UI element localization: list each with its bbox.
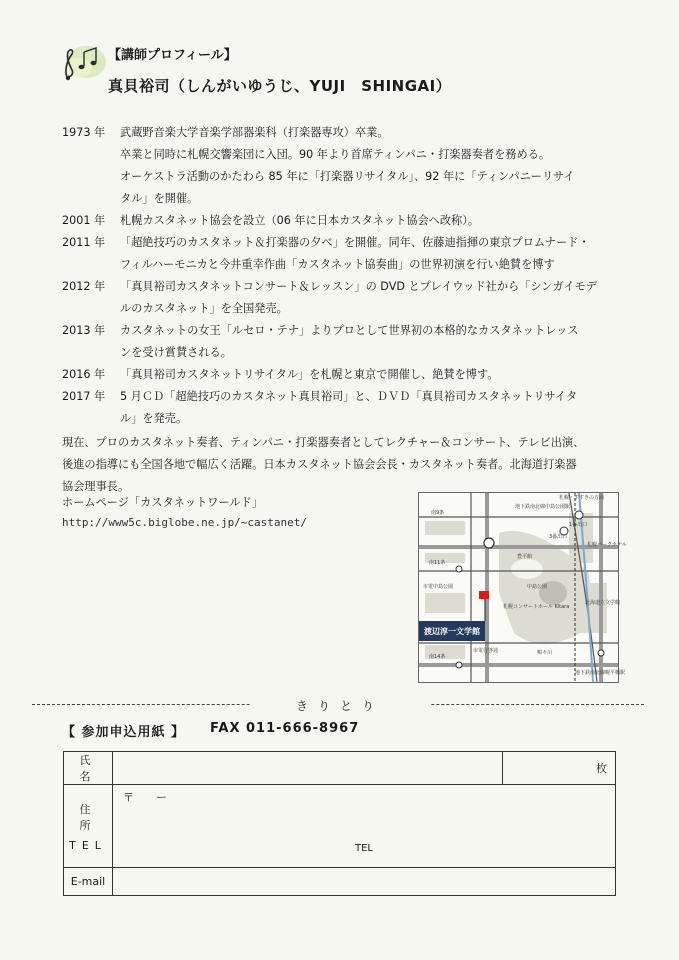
timeline-year: 2016 年 (62, 368, 106, 381)
homepage-link[interactable]: http://www5c.biglobe.ne.jp/~castanet/ (62, 516, 308, 529)
profile-header: 【講師プロフィール】 (108, 48, 237, 63)
timeline-text (120, 320, 622, 364)
map-label: 市電中島公園 (423, 584, 454, 590)
timeline-year: 2012 年 (62, 280, 106, 293)
map-label: 市電行啓通 (473, 648, 499, 654)
postal-mark: 〒 ー (123, 791, 167, 804)
timeline-line: ルのカスタネット」を全国発売。 (120, 302, 288, 315)
name-label: 氏 名 (64, 752, 113, 785)
timeline-line: 「超絶技巧のカスタネット＆打楽器の夕べ」を開催。同年、佐藤迪指揮の東京プロムナード・ (120, 236, 590, 249)
map-label: 南14条 (429, 654, 446, 660)
map-location-marker (479, 591, 489, 599)
bio-line: 協会理事長。 (62, 480, 130, 493)
timeline-entry (62, 364, 622, 386)
timeline-text (120, 210, 622, 232)
map-label: 地下鉄南北線幌平橋駅 (575, 670, 626, 676)
timeline-entry (62, 210, 622, 232)
access-map (418, 492, 627, 683)
homepage-label: ホームページ「カスタネットワールド」 (62, 496, 263, 509)
form-row-address (64, 785, 616, 868)
form-row-email (64, 868, 616, 896)
fax-number: FAX 011-666-8967 (210, 721, 360, 736)
ticket-count-cell[interactable] (503, 752, 616, 785)
map-label: 北海道立文学館 (585, 600, 621, 606)
destination-badge: 渡辺淳一文学館 (419, 621, 485, 641)
map-label: 地下鉄南北線中島公園駅 (515, 504, 571, 510)
timeline-line: 「真貝裕司カスタネットリサイタル」を札幌と東京で開催し、絶賛を博す。 (120, 368, 499, 381)
timeline-year: 2011 年 (62, 236, 106, 249)
map-label: 豊平館 (517, 554, 533, 560)
address-label-cell (64, 785, 113, 868)
lecturer-name: 真貝裕司（しんがいゆうじ、YUJI SHINGAI） (108, 77, 452, 95)
timeline-entry (62, 276, 622, 320)
cut-label: きりとり (250, 697, 430, 714)
timeline-entry (62, 386, 622, 430)
bio-line: 後進の指導にも全国各地で幅広く活躍。日本カスタネット協会会長・カスタネット奏者。北海道打楽器 (62, 458, 577, 471)
map-label: 札幌コンサートホール Kitara (503, 604, 570, 610)
timeline-text (120, 232, 622, 276)
map-label: 札幌・すすきの方面 (559, 495, 605, 501)
timeline-line: 5 月ＣＤ「超絶技巧のカスタネット真貝裕司」と、ＤＶＤ「真貝裕司カスタネットリサイタ (120, 390, 578, 403)
email-input-cell[interactable] (113, 868, 616, 896)
timeline-year: 2013 年 (62, 324, 106, 337)
map-label: 南11条 (429, 560, 446, 566)
timeline-text (120, 364, 622, 386)
timeline-line: 武蔵野音楽大学音楽学部器楽科（打楽器専攻）卒業。 (120, 126, 389, 139)
bio-line: 現在、プロのカスタネット奏者、ティンパニ・打楽器奏者としてレクチャー＆コンサート、テレビ出演、 (62, 436, 585, 449)
timeline-text (120, 386, 622, 430)
timeline-line: 卒業と同時に札幌交響楽団に入団。90 年より首席ティンパニ・打楽器奏者を務める。 (120, 148, 551, 161)
timeline-line: オーケストラ活動のかたわら 85 年に「打楽器リサイタル」、92 年に「ティンパニーリサイ (120, 170, 575, 183)
timeline-year: 2001 年 (62, 214, 106, 227)
address-label: 住 所 (79, 802, 114, 832)
map-label: 南9条 (431, 510, 445, 516)
address-input-cell[interactable] (113, 785, 616, 868)
count-unit-label: 枚 (596, 762, 607, 775)
timeline-line: フィルハーモニカと今井重幸作曲「カスタネット協奏曲」の世界初演を行い絶賛を博す (120, 258, 555, 271)
form-title: 【 参加申込用紙 】 (62, 725, 186, 740)
timeline-line: ンを受け賞賛される。 (120, 346, 232, 359)
timeline-line: カスタネットの女王「ルセロ・テナ」よりプロとして世界初の本格的なカスタネットレッス (120, 324, 579, 337)
timeline-line: 札幌カスタネット協会を設立（06 年に日本カスタネット協会へ改称）。 (120, 214, 480, 227)
form-row-name (64, 752, 616, 785)
timeline-text (120, 122, 622, 210)
tel-inline-label: TEL (355, 843, 373, 854)
bio-paragraph (62, 432, 632, 498)
map-label: 鴨々川 (537, 650, 553, 656)
map-label: 中島公園 (527, 584, 548, 590)
email-label: E-mail (64, 868, 113, 896)
timeline-entry (62, 122, 622, 210)
map-label: 1番出口 (569, 522, 588, 528)
timeline-year: 1973 年 (62, 126, 106, 139)
application-form (63, 751, 616, 896)
career-timeline (62, 122, 622, 430)
name-input-cell[interactable] (113, 752, 503, 785)
tel-label: TEL (69, 838, 107, 852)
music-note-icon (56, 40, 106, 86)
timeline-entry (62, 232, 622, 276)
timeline-text (120, 276, 622, 320)
timeline-line: タル」を開催。 (120, 192, 199, 205)
map-label: 札幌パークホテル (587, 542, 627, 548)
timeline-line: ル」を発売。 (120, 412, 188, 425)
timeline-entry (62, 320, 622, 364)
timeline-year: 2017 年 (62, 390, 106, 403)
map-label: 3番出口 (549, 534, 568, 540)
timeline-line: 「真貝裕司カスタネットコンサート＆レッスン」の DVD とプレイウッド社から「シンガイモデ (120, 280, 597, 293)
